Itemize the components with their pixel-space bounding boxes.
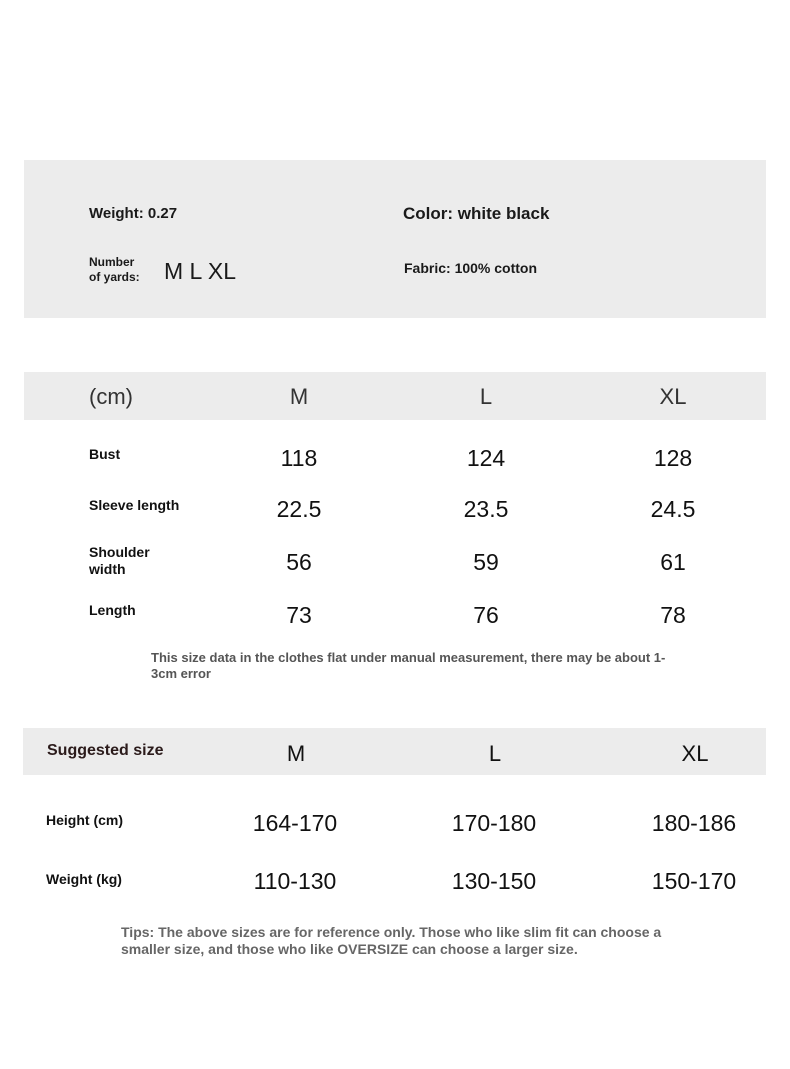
row-label-text: Length xyxy=(89,602,136,618)
table-cell: 73 xyxy=(286,602,312,628)
table-cell: 76 xyxy=(473,602,499,628)
table-cell: 23.5 xyxy=(463,496,509,522)
table-cell: 22.5 xyxy=(276,496,322,522)
row-label-text: Sleeve length xyxy=(89,497,180,513)
table-cell: 78 xyxy=(660,602,686,628)
row-label-bust xyxy=(89,446,120,463)
suggested-header-xl: XL xyxy=(681,741,709,766)
size-header-l: L xyxy=(479,384,493,409)
tips-text: Tips: The above sizes are for reference only. Those who like slim fit can choose a smaller size, and those who like OVERSIZE can choose a larger size. xyxy=(121,924,662,957)
yards-label-line2: of yards: xyxy=(89,270,140,284)
row-label-sleeve-length xyxy=(89,497,179,514)
table-cell: 164-170 xyxy=(252,810,338,836)
fabric-info: Fabric: 100% cotton xyxy=(404,260,538,276)
suggested-header-m: M xyxy=(286,741,306,766)
table-cell: 110-130 xyxy=(253,868,337,894)
table-cell: 24.5 xyxy=(650,496,696,522)
row-label-shoulder-width xyxy=(89,544,150,578)
product-info-panel xyxy=(24,160,766,318)
yards-label xyxy=(89,255,140,285)
yards-value: M L XL xyxy=(164,258,237,284)
table-cell: 124 xyxy=(466,445,506,471)
size-header-m: M xyxy=(289,384,309,409)
table-cell: 180-186 xyxy=(651,810,737,836)
table-cell: 150-170 xyxy=(651,868,737,894)
size-header-xl: XL xyxy=(659,384,687,409)
table-cell: 61 xyxy=(660,549,686,575)
row-label-text: width xyxy=(89,561,126,577)
row-label-weight: Weight (kg) xyxy=(46,871,122,887)
suggested-header-l: L xyxy=(488,741,502,766)
color-info: Color: white black xyxy=(403,204,550,223)
row-label-text: Bust xyxy=(89,446,121,462)
row-label-height: Height (cm) xyxy=(46,812,123,828)
table-cell: 130-150 xyxy=(451,868,537,894)
yards-label-line1: Number xyxy=(89,255,135,269)
measurement-note: This size data in the clothes flat under manual measurement, there may be about 1-3cm error xyxy=(151,650,666,681)
table-cell: 128 xyxy=(653,445,693,471)
weight-info: Weight: 0.27 xyxy=(89,205,178,222)
suggested-size-header: Suggested size xyxy=(47,742,164,759)
unit-header: (cm) xyxy=(89,384,133,409)
table-cell: 56 xyxy=(286,549,312,575)
row-label-length xyxy=(89,602,136,619)
table-cell: 118 xyxy=(280,445,318,471)
table-cell: 170-180 xyxy=(451,810,537,836)
row-label-text: Shoulder xyxy=(89,544,150,560)
table-cell: 59 xyxy=(473,549,499,575)
